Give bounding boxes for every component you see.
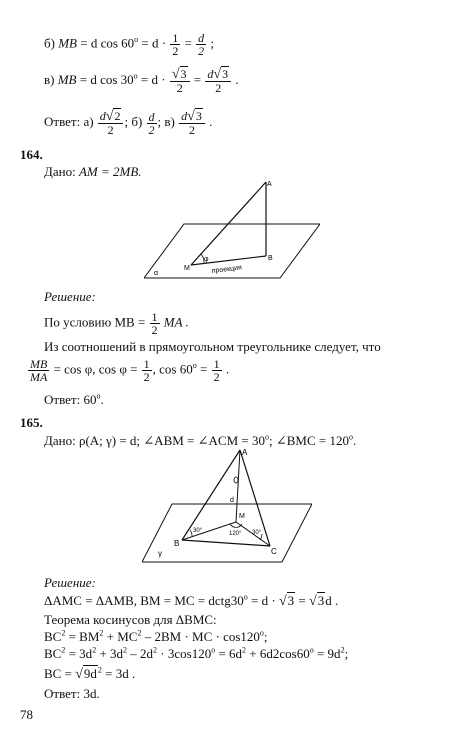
fig165-label-M: M [239,513,245,520]
prev-answer: Ответ: а) $\frac{d√2}{2}$ ; б) $\frac{d}{2}$ ; в) $\frac{d√3}{2}$ . [44,109,213,137]
problem-164-relation-formula: $\frac{MB}{MA}$ = cos φ, cos φ = $\frac{1}{2}$ , $\cos 60^o$ = $\frac{1}{2}$ . [30,357,230,384]
prev-line-b: б) MB = d $\cos 60^o = d$ · $\frac{1}{2}$ = $\frac{d}{2}$ ; [44,31,215,58]
problem-165-answer: Ответ: 3d. [44,686,100,701]
figure-164 [144,178,320,282]
problem-164-solution-label: Решение: [44,289,96,304]
problem-164-relation-text: Из соотношений в прямоугольном треугольнике следует, что [44,339,381,354]
fig165-label-d: d [230,497,234,504]
fig164-label-alpha: α [154,270,159,277]
problem-164-condition: По условию MB = $\frac{1}{2}$ MA . [44,310,189,337]
fig165-label-B: B [174,539,180,548]
problem-165-line4: BC = $√9d^2 = 3d$ . [44,665,136,682]
problem-165-solution-label: Решение: [44,575,96,590]
problem-165-line1: ΔAMC = ΔAMB, BM = MC = $dctg30^o = d \cdot √3 = √3d$ . [44,592,339,609]
fig164-label-phi: φ [204,256,209,263]
fig165-label-A: A [242,448,248,457]
fig164-label-M: M [184,265,190,272]
fig165-angle-M: 120° [229,531,242,537]
problem-165-line2: $BC^2 = BM^2 + MC^2 - 2BM$ · MC · $\cos 120^o$; [44,628,268,644]
fig164-label-A: A [267,181,272,188]
problem-164-answer: Ответ: 60$^o$. [44,391,104,407]
problem-165-line3: $BC^2 = 3d^2 + 3d^2 - 2d^2 \cdot 3\cos 120^o = 6d^2 + 6d2\cos 60^o = 9d^2$; [44,645,349,661]
problem-164-given: Дано: AM = 2MB. [44,164,142,179]
page-number: 78 [20,707,33,722]
problem-165-theorem: Теорема косинусов для ΔBMC: [44,612,217,627]
fig165-label-C: C [271,547,277,556]
problem-165-given: Дано: ρ(A; γ) = d; ∠ABM = ∠ACM = $30^o$; ∠BMC = $120^o$. [44,432,357,448]
fig164-label-projection: проекция [211,264,243,275]
prev-line-v: в) MB = d $\cos 30^o = d$ · $\frac{√3}{2}$ = $\frac{d√3}{2}$ . [44,67,239,95]
fig164-label-B: B [268,255,273,262]
figure-165 [142,446,312,570]
fig165-angle-C: 30° [252,530,262,536]
fig165-angle-B: 30° [193,528,203,534]
problem-164-number: 164. [20,147,43,162]
problem-165-number: 165. [20,415,43,430]
fig165-label-gamma: γ [158,549,162,558]
